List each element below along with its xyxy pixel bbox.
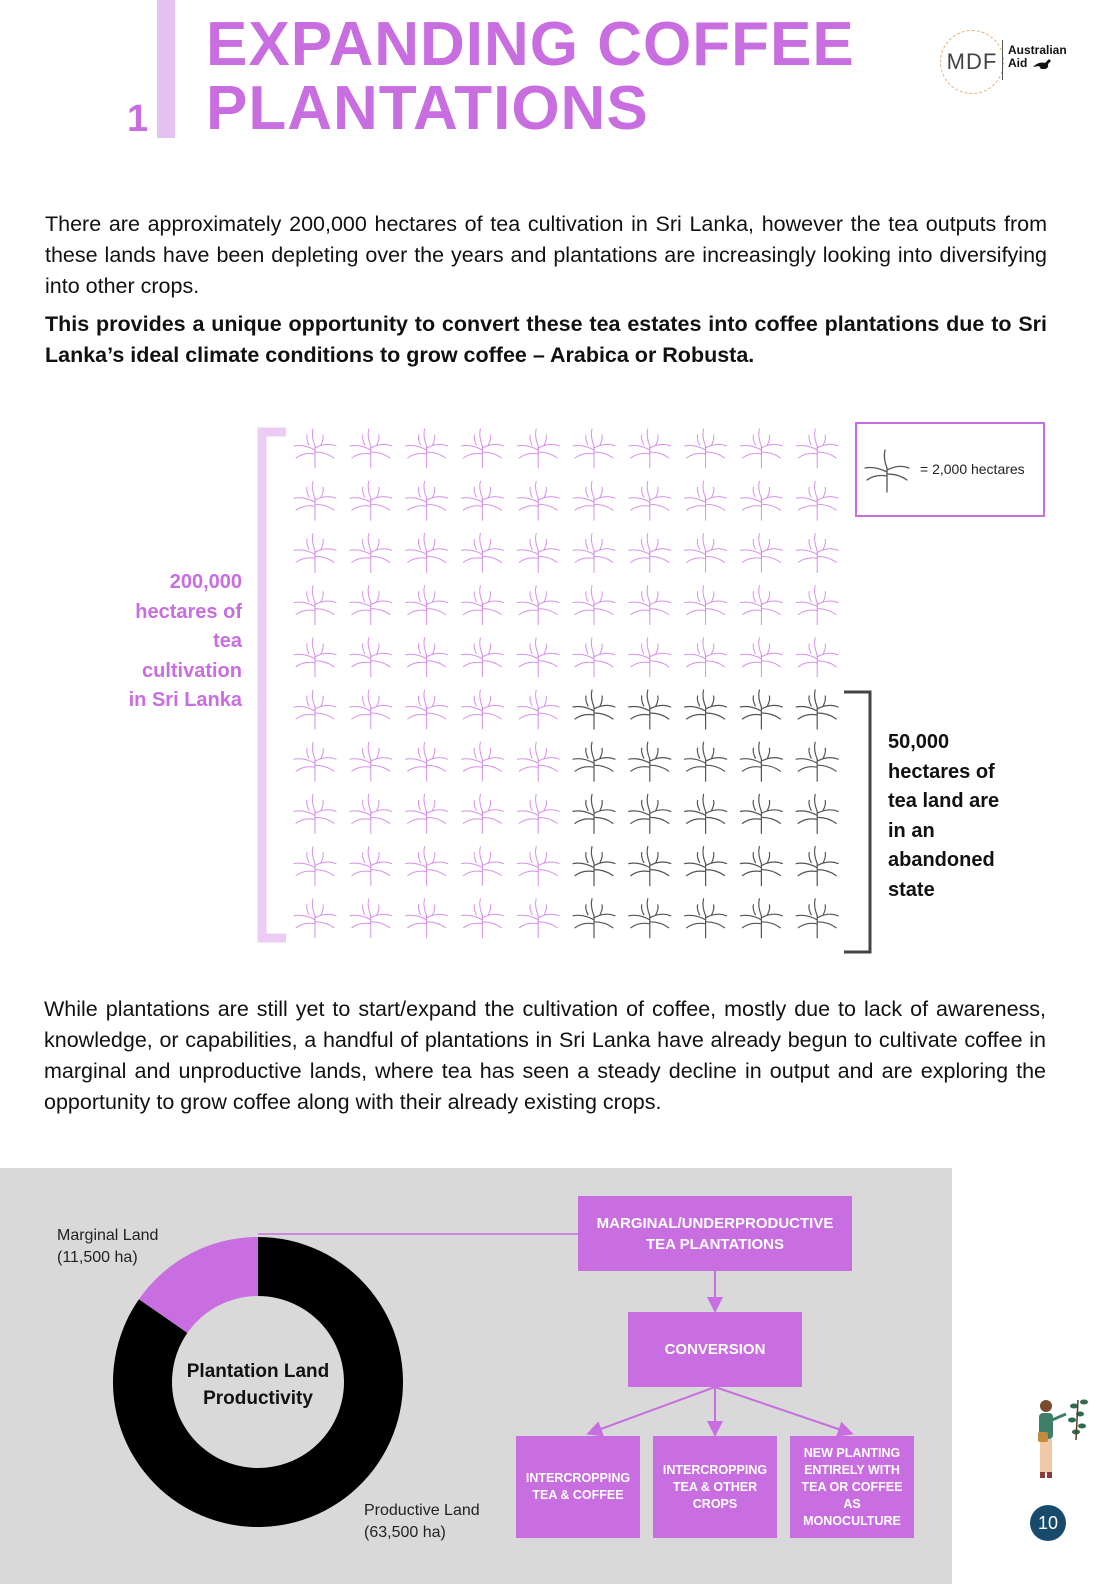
body-paragraph: While plantations are still yet to start/expand the cultivation of coffee, mostly due to lack of awareness, knowledge, or capabilities, a handful of plantations in Sri Lanka have already begun to cultivate coffee in marginal and unproductive lands, where tea has seen a steady decline in output and are exploring the opportunity to grow coffee along with their already existing crops. <box>44 997 1046 1114</box>
total-label-line: in Sri Lanka <box>128 689 242 711</box>
tea-plant-icon <box>406 638 448 677</box>
tea-plant-icon <box>461 742 503 781</box>
tea-plant-icon <box>461 690 503 729</box>
tea-plant-icon <box>796 638 838 677</box>
total-label-line: tea <box>213 630 242 652</box>
abandoned-label-line: tea land are <box>888 790 1000 813</box>
tea-plant-icon <box>461 899 503 938</box>
total-hectares-label <box>110 568 242 716</box>
abandoned-bracket <box>844 692 870 952</box>
marginal-land-label <box>57 1225 158 1269</box>
marginal-land-name: Marginal Land <box>57 1227 159 1244</box>
abandoned-tea-plant-icon <box>573 690 615 729</box>
tea-land-pictogram <box>240 420 880 960</box>
aid-logo-line2: Aid <box>1008 56 1028 71</box>
abandoned-tea-plant-icon <box>796 794 838 833</box>
tea-plant-icon <box>350 481 392 520</box>
tea-plant-icon <box>350 899 392 938</box>
abandoned-hectares-label <box>888 728 1038 906</box>
tea-plant-icon <box>406 690 448 729</box>
flow-box-conversion: CONVERSION <box>628 1312 802 1387</box>
logo-divider <box>1002 40 1003 80</box>
abandoned-tea-plant-icon <box>685 690 727 729</box>
flow-box-intercropping-other: INTERCROPPING TEA & OTHER CROPS <box>653 1436 777 1538</box>
tea-plant-icon <box>740 638 782 677</box>
abandoned-label-line: hectares of <box>888 760 995 783</box>
tea-plant-icon <box>294 899 336 938</box>
productive-land-label <box>364 1500 480 1544</box>
tea-plant-icon <box>350 794 392 833</box>
abandoned-tea-plant-icon <box>629 794 671 833</box>
marginal-land-value: (11,500 ha) <box>57 1249 138 1266</box>
australian-aid-logo <box>1008 44 1067 71</box>
tea-plant-icon <box>461 481 503 520</box>
abandoned-label-line: 50,000 <box>888 731 950 753</box>
tea-plant-icon <box>629 481 671 520</box>
abandoned-tea-plant-icon <box>796 899 838 938</box>
abandoned-tea-plant-icon <box>740 847 782 886</box>
abandoned-label-line: in an <box>888 819 935 842</box>
tea-plant-icon <box>461 533 503 572</box>
tea-plant-icon <box>517 638 559 677</box>
abandoned-tea-plant-icon <box>573 794 615 833</box>
tea-plant-icon <box>573 638 615 677</box>
abandoned-tea-plant-icon <box>796 742 838 781</box>
tea-plant-icon <box>629 586 671 625</box>
tea-plant-icon <box>461 638 503 677</box>
tea-plant-icon <box>294 533 336 572</box>
tea-plant-icon <box>740 586 782 625</box>
donut-title-line2: Productivity <box>203 1388 313 1409</box>
tea-plant-icon <box>573 533 615 572</box>
tea-plant-icon <box>517 742 559 781</box>
tea-plant-icon <box>740 481 782 520</box>
tea-plant-icon <box>685 533 727 572</box>
section-number: 1 <box>127 98 149 140</box>
abandoned-tea-plant-icon <box>629 742 671 781</box>
tea-plant-icon <box>517 690 559 729</box>
tea-plant-icon <box>406 899 448 938</box>
tea-plant-icon <box>350 742 392 781</box>
tea-plant-icon <box>406 586 448 625</box>
kangaroo-icon <box>1031 57 1057 71</box>
abandoned-tea-plant-icon <box>685 899 727 938</box>
tea-plant-icon <box>517 586 559 625</box>
tea-plant-icon <box>406 429 448 468</box>
farmer-illustration <box>1030 1392 1090 1482</box>
tea-plant-icon <box>685 429 727 468</box>
tea-plant-icon <box>406 481 448 520</box>
intro-highlight-paragraph: This provides a unique opportunity to convert these tea estates into coffee plantations due to Sri Lanka’s ideal climate conditions to grow coffee – Arabica or Robusta. <box>45 312 1047 367</box>
abandoned-tea-plant-icon <box>740 794 782 833</box>
legend-label: = 2,000 hectares <box>920 461 1025 477</box>
tea-plant-icon <box>629 429 671 468</box>
tea-plant-icon <box>350 429 392 468</box>
tea-plant-icon <box>573 429 615 468</box>
abandoned-tea-plant-icon <box>740 899 782 938</box>
tea-plant-icon <box>796 586 838 625</box>
tea-plant-icon <box>350 586 392 625</box>
abandoned-tea-plant-icon <box>685 742 727 781</box>
tea-plant-icon <box>350 533 392 572</box>
abandoned-tea-plant-icon <box>629 899 671 938</box>
abandoned-tea-plant-icon <box>740 742 782 781</box>
tea-plant-icon <box>461 429 503 468</box>
tea-plant-icon <box>685 586 727 625</box>
tea-plant-icon <box>294 638 336 677</box>
tea-plant-icon <box>294 429 336 468</box>
page-title-line1: EXPANDING COFFEE <box>206 10 855 79</box>
tea-plant-icon <box>740 533 782 572</box>
abandoned-tea-plant-icon <box>796 690 838 729</box>
tea-plant-icon <box>517 481 559 520</box>
tea-plant-icon <box>406 847 448 886</box>
tea-plant-icon <box>350 638 392 677</box>
tea-plant-icon <box>796 429 838 468</box>
abandoned-label-line: abandoned <box>888 849 995 872</box>
productive-land-name: Productive Land <box>364 1502 480 1519</box>
abandoned-tea-plant-icon <box>629 847 671 886</box>
abandoned-tea-plant-icon <box>685 794 727 833</box>
intro-paragraph: There are approximately 200,000 hectares of tea cultivation in Sri Lanka, however the tea outputs from these lands have been depleting over the years and plantations are increasingly looking into diversifying into other crops. <box>45 212 1047 298</box>
flow-box-new-planting: NEW PLANTING ENTIRELY WITH TEA OR COFFEE AS MONOCULTURE <box>790 1436 914 1538</box>
abandoned-tea-plant-icon <box>629 690 671 729</box>
total-label-line: 200,000 <box>169 571 242 593</box>
tea-plant-icon <box>629 638 671 677</box>
page-title-line2: PLANTATIONS <box>206 74 649 143</box>
abandoned-tea-plant-icon <box>573 899 615 938</box>
tea-plant-icon <box>685 638 727 677</box>
legend-tea-plant-icon <box>862 446 912 494</box>
tea-plant-icon <box>350 690 392 729</box>
tea-plant-icon <box>517 533 559 572</box>
tea-plant-icon <box>294 586 336 625</box>
tea-plant-icon <box>573 586 615 625</box>
tea-plant-icon <box>406 533 448 572</box>
tea-plant-icon <box>294 742 336 781</box>
aid-logo-line1: Australian <box>1008 43 1067 57</box>
tea-plant-icon <box>517 899 559 938</box>
productive-land-value: (63,500 ha) <box>364 1524 446 1541</box>
abandoned-label-line: state <box>888 878 935 901</box>
tea-plant-icon <box>406 794 448 833</box>
tea-plant-icon <box>573 481 615 520</box>
abandoned-tea-plant-icon <box>796 847 838 886</box>
tea-plant-icon <box>461 586 503 625</box>
total-label-line: hectares of <box>135 600 242 623</box>
abandoned-tea-plant-icon <box>573 742 615 781</box>
tea-plant-icon <box>294 847 336 886</box>
tea-plant-icon <box>685 481 727 520</box>
flow-box-intercropping-coffee: INTERCROPPING TEA & COFFEE <box>516 1436 640 1538</box>
mdf-logo-text: MDF <box>946 49 998 74</box>
tea-plant-icon <box>517 794 559 833</box>
donut-title <box>168 1358 348 1412</box>
tea-plant-icon <box>796 533 838 572</box>
tea-plant-icon <box>740 429 782 468</box>
abandoned-tea-plant-icon <box>685 847 727 886</box>
tea-plant-icon <box>294 690 336 729</box>
tea-plant-icon <box>461 794 503 833</box>
flow-box-marginal-plantations: MARGINAL/UNDERPRODUCTIVE TEA PLANTATIONS <box>578 1196 852 1271</box>
tea-plant-icon <box>629 533 671 572</box>
page-number: 10 <box>1030 1505 1066 1541</box>
donut-title-line1: Plantation Land <box>186 1361 330 1382</box>
abandoned-tea-plant-icon <box>573 847 615 886</box>
tea-plant-icon <box>294 481 336 520</box>
tea-plant-icon <box>517 429 559 468</box>
tea-plant-icon <box>406 742 448 781</box>
total-label-line: cultivation <box>141 659 242 682</box>
header-accent-bar <box>157 0 175 138</box>
tea-plant-icon <box>294 794 336 833</box>
tea-plant-icon <box>350 847 392 886</box>
mdf-logo <box>940 30 1004 94</box>
abandoned-tea-plant-icon <box>740 690 782 729</box>
total-bracket <box>262 432 286 938</box>
tea-plant-icon <box>461 847 503 886</box>
tea-plant-icon <box>517 847 559 886</box>
tea-plant-icon <box>796 481 838 520</box>
